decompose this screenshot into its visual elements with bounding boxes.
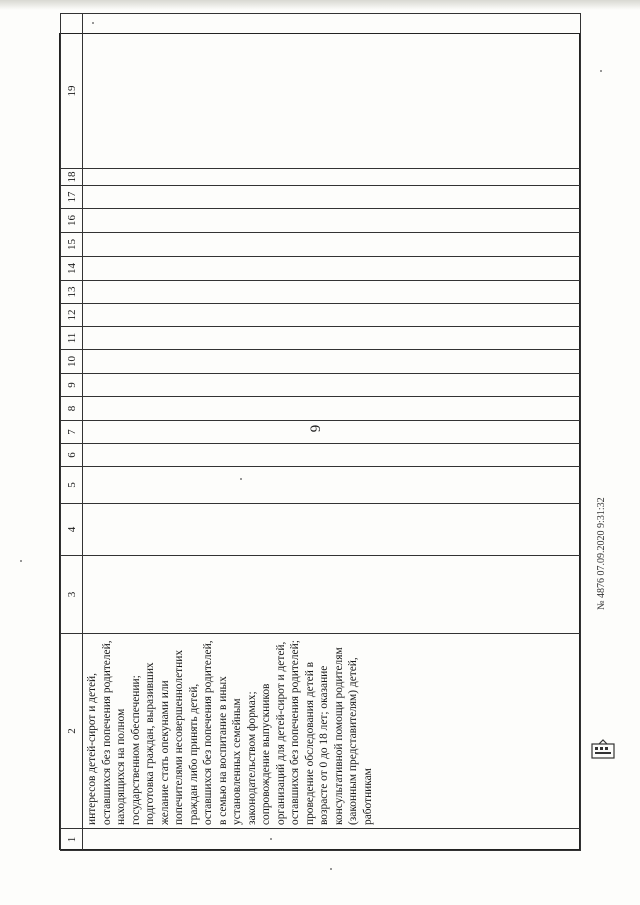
col-header: 9 xyxy=(61,374,83,397)
table-cell xyxy=(83,374,581,397)
col-header: 12 xyxy=(61,304,83,327)
header-row xyxy=(61,14,83,851)
table-cell xyxy=(83,350,581,374)
table-cell xyxy=(83,169,581,186)
scan-speck xyxy=(20,560,22,562)
col-header: 14 xyxy=(61,257,83,281)
col-header: 5 xyxy=(61,467,83,504)
scan-edge xyxy=(0,0,640,10)
table-cell xyxy=(83,233,581,257)
col-header: 1 xyxy=(61,829,83,851)
col-header: 8 xyxy=(61,397,83,421)
table-cell xyxy=(83,257,581,281)
data-grid xyxy=(60,13,581,851)
scan-speck xyxy=(330,868,332,870)
scan-speck xyxy=(600,70,602,72)
table-cell xyxy=(83,14,581,169)
col-header: 13 xyxy=(61,281,83,304)
table-cell xyxy=(83,186,581,209)
col-header: 16 xyxy=(61,209,83,233)
table-cell xyxy=(83,829,581,851)
col-header: 11 xyxy=(61,327,83,350)
col-header: 17 xyxy=(61,186,83,209)
col-header: 4 xyxy=(61,504,83,556)
col-header: 2 xyxy=(61,634,83,829)
table-cell xyxy=(83,634,581,829)
table-cell xyxy=(83,444,581,467)
col-header: 15 xyxy=(61,233,83,257)
col-header: 19 xyxy=(61,14,83,169)
col-header: 18 xyxy=(61,169,83,186)
table-cell xyxy=(83,304,581,327)
table-cell xyxy=(83,327,581,350)
scan-speck xyxy=(240,478,242,480)
table-cell xyxy=(83,467,581,504)
table-cell xyxy=(83,209,581,233)
registry-stamp xyxy=(588,738,618,778)
col-header: 6 xyxy=(61,444,83,467)
col-header: 7 xyxy=(61,421,83,444)
registration-stamp: № 4876 07.09.2020 9:31:32 xyxy=(596,497,607,610)
table-cell xyxy=(83,281,581,304)
table-cell xyxy=(83,421,581,444)
table-cell xyxy=(83,504,581,556)
page-number: 6 xyxy=(306,424,323,433)
registry-stamp-icon xyxy=(590,738,616,764)
table-row xyxy=(83,14,581,851)
measures-description: интересов детей-сирот и детей, оставшихся без попечения родителей, находящихся на полном государственном обеспечении; подготовка граждан, выразивших желание стать опекунами или попечителями несовершеннолетних граждан либо принять детей, оставшихся без попечения родителей, в семью на воспитание в иных установленных семейным законодательством формах; сопровождение выпускников организаций для детей-сирот и детей, оставшихся без попечения родителей; проведение обследования детей в возрасте от 0 до 18 лет; оказание консультативной помощи родителям (законным представителям) детей, работникам xyxy=(86,640,374,825)
document-table xyxy=(59,33,580,850)
col-header: 10 xyxy=(61,350,83,374)
table-cell xyxy=(83,397,581,421)
col-header: 3 xyxy=(61,556,83,634)
scan-speck xyxy=(92,22,94,24)
rotated-table-layer xyxy=(60,34,581,851)
table-cell xyxy=(83,556,581,634)
scan-speck xyxy=(270,838,272,840)
